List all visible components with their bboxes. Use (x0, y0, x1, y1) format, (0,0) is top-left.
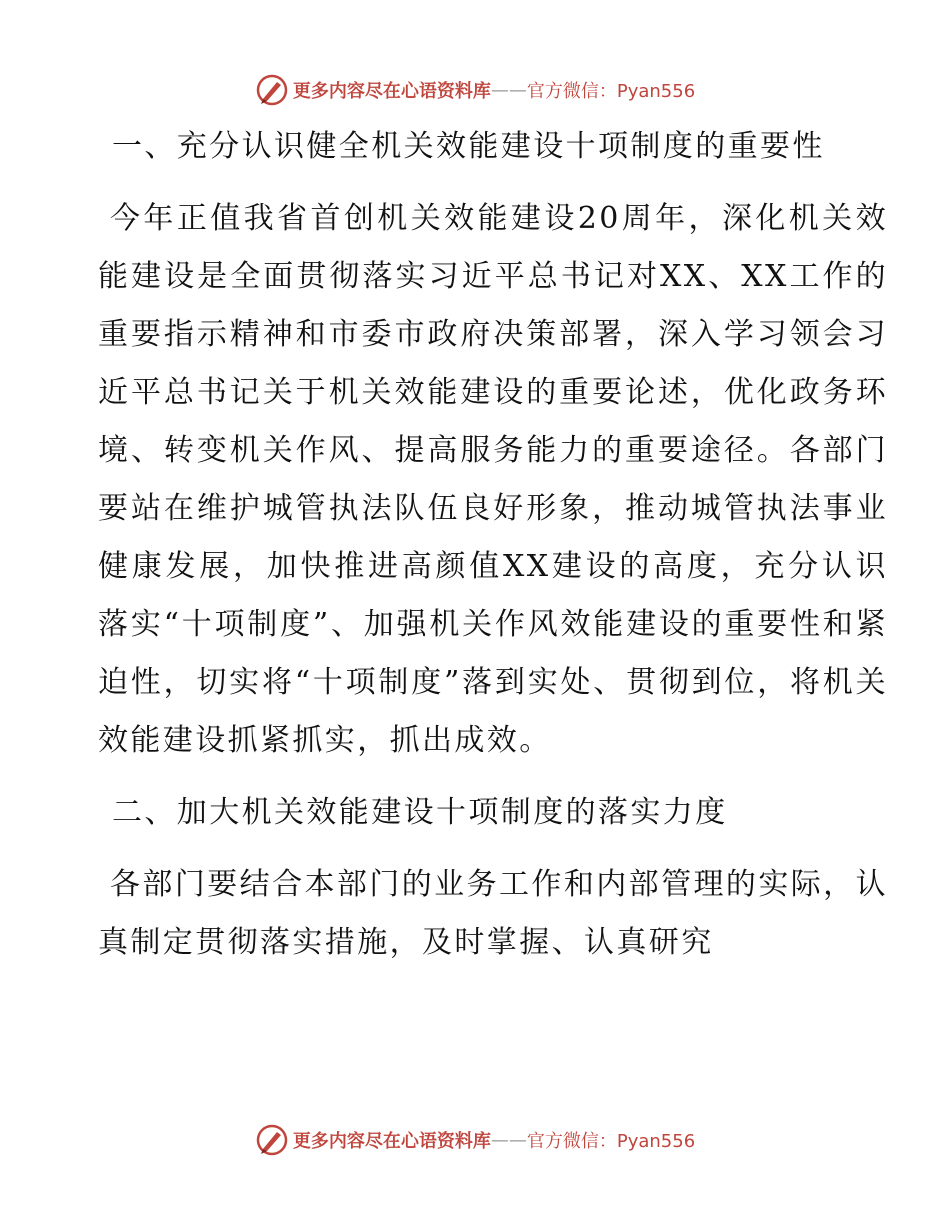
section-heading-1: 一、充分认识健全机关效能建设十项制度的重要性 (112, 129, 825, 164)
watermark-banner-top (0, 70, 950, 110)
banner-separator: —— (490, 79, 527, 101)
banner-separator: —— (490, 1129, 527, 1151)
banner-wechat: 官方微信：Pyan556 (526, 1131, 696, 1152)
paragraph-2: 各部门要结合本部门的业务工作和内部管理的实际，认真制定贯彻落实措施，及时掌握、认真研究 (98, 867, 888, 960)
banner-brand: 更多内容尽在心语资料库 (292, 1131, 491, 1152)
paragraph-1: 今年正值我省首创机关效能建设20周年，深化机关效能建设是全面贯彻落实习近平总书记对XX、XX工作的重要指示精神和市委市政府决策部署，深入学习领会习近平总书记关于机关效能建设的重要论述，优化政务环境、转变机关作风、提高服务能力的重要途径。各部门要站在维护城管执法队伍良好形象，推动城管执法事业健康发展，加快推进高颜值XX建设的高度，充分认识落实“十项制度”、加强机关作风效能建设的重要性和紧迫性，切实将“十项制度”落到实处、贯彻到位，将机关效能建设抓紧抓实，抓出成效。 (98, 201, 888, 758)
document-body (98, 118, 888, 986)
section-heading-2: 二、加大机关效能建设十项制度的落实力度 (112, 795, 728, 830)
watermark-banner-bottom (0, 1120, 950, 1160)
banner-wechat: 官方微信：Pyan556 (526, 81, 696, 102)
pen-logo-icon (255, 73, 289, 107)
banner-brand: 更多内容尽在心语资料库 (292, 81, 491, 102)
pen-logo-icon (255, 1123, 289, 1157)
